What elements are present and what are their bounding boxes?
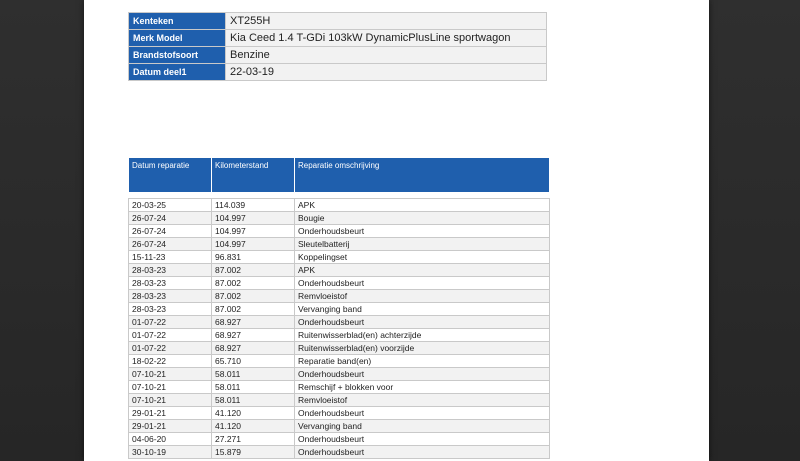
- repair-date-cell: 04-06-20: [129, 433, 212, 446]
- repair-history-table: [128, 157, 550, 459]
- repair-mileage-cell: 104.997: [212, 212, 295, 225]
- vehicle-info-label: Brandstofsoort: [129, 47, 226, 64]
- table-row: [129, 199, 550, 212]
- repair-description-cell: Remschijf + blokken voor: [295, 381, 550, 394]
- vehicle-info-label: Kenteken: [129, 13, 226, 30]
- table-row: [129, 433, 550, 446]
- vehicle-info-value: Benzine: [226, 47, 547, 64]
- repair-description-cell: Remvloeistof: [295, 290, 550, 303]
- repair-mileage-cell: 27.271: [212, 433, 295, 446]
- repair-date-cell: 01-07-22: [129, 316, 212, 329]
- repair-date-cell: 28-03-23: [129, 277, 212, 290]
- vehicle-info-body: [129, 13, 547, 81]
- header-date: Datum reparatie: [129, 158, 212, 193]
- repair-date-cell: 26-07-24: [129, 238, 212, 251]
- repair-date-cell: 18-02-22: [129, 355, 212, 368]
- table-row: [129, 225, 550, 238]
- repair-description-cell: Onderhoudsbeurt: [295, 277, 550, 290]
- repair-date-cell: 20-03-25: [129, 199, 212, 212]
- repair-date-cell: 30-10-19: [129, 446, 212, 459]
- repair-description-cell: Vervanging band: [295, 420, 550, 433]
- repair-description-cell: Koppelingset: [295, 251, 550, 264]
- repair-description-cell: APK: [295, 264, 550, 277]
- table-row: [129, 342, 550, 355]
- repair-date-cell: 15-11-23: [129, 251, 212, 264]
- repair-date-cell: 07-10-21: [129, 368, 212, 381]
- repair-date-cell: 26-07-24: [129, 225, 212, 238]
- repair-mileage-cell: 87.002: [212, 303, 295, 316]
- vehicle-info-value: Kia Ceed 1.4 T-GDi 103kW DynamicPlusLine sportwagon: [226, 30, 547, 47]
- repair-description-cell: Ruitenwisserblad(en) achterzijde: [295, 329, 550, 342]
- table-row: [129, 446, 550, 459]
- repair-date-cell: 01-07-22: [129, 342, 212, 355]
- repair-mileage-cell: 114.039: [212, 199, 295, 212]
- vehicle-info-label: Datum deel1: [129, 64, 226, 81]
- document-page: [84, 0, 709, 461]
- repair-mileage-cell: 96.831: [212, 251, 295, 264]
- vehicle-info-row: [129, 30, 547, 47]
- repair-mileage-cell: 41.120: [212, 420, 295, 433]
- repair-mileage-cell: 87.002: [212, 277, 295, 290]
- repair-mileage-cell: 58.011: [212, 368, 295, 381]
- repair-date-cell: 07-10-21: [129, 394, 212, 407]
- header-description: Reparatie omschrijving: [295, 158, 550, 193]
- repair-date-cell: 28-03-23: [129, 290, 212, 303]
- repair-mileage-cell: 65.710: [212, 355, 295, 368]
- table-row: [129, 212, 550, 225]
- table-row: [129, 407, 550, 420]
- table-row: [129, 355, 550, 368]
- repair-mileage-cell: 15.879: [212, 446, 295, 459]
- repair-mileage-cell: 41.120: [212, 407, 295, 420]
- header-mileage: Kilometerstand: [212, 158, 295, 193]
- repair-description-cell: Reparatie band(en): [295, 355, 550, 368]
- repair-date-cell: 29-01-21: [129, 420, 212, 433]
- repair-date-cell: 28-03-23: [129, 264, 212, 277]
- table-row: [129, 316, 550, 329]
- repair-description-cell: Onderhoudsbeurt: [295, 407, 550, 420]
- vehicle-info-label: Merk Model: [129, 30, 226, 47]
- repair-mileage-cell: 58.011: [212, 394, 295, 407]
- repair-mileage-cell: 68.927: [212, 329, 295, 342]
- table-row: [129, 251, 550, 264]
- repair-description-cell: Remvloeistof: [295, 394, 550, 407]
- repair-date-cell: 28-03-23: [129, 303, 212, 316]
- table-row: [129, 290, 550, 303]
- table-row: [129, 238, 550, 251]
- repair-date-cell: 26-07-24: [129, 212, 212, 225]
- vehicle-info-row: [129, 13, 547, 30]
- table-row: [129, 277, 550, 290]
- vehicle-info-row: [129, 64, 547, 81]
- repair-mileage-cell: 68.927: [212, 316, 295, 329]
- repair-description-cell: Vervanging band: [295, 303, 550, 316]
- table-row: [129, 381, 550, 394]
- table-row: [129, 303, 550, 316]
- repair-mileage-cell: 87.002: [212, 264, 295, 277]
- repair-description-cell: Sleutelbatterij: [295, 238, 550, 251]
- repair-date-cell: 29-01-21: [129, 407, 212, 420]
- repair-description-cell: Onderhoudsbeurt: [295, 446, 550, 459]
- repair-date-cell: 01-07-22: [129, 329, 212, 342]
- repair-description-cell: Ruitenwisserblad(en) voorzijde: [295, 342, 550, 355]
- repair-description-cell: Onderhoudsbeurt: [295, 225, 550, 238]
- vehicle-info-table: [128, 12, 547, 81]
- repair-description-cell: Onderhoudsbeurt: [295, 316, 550, 329]
- table-row: [129, 264, 550, 277]
- repair-mileage-cell: 68.927: [212, 342, 295, 355]
- repair-description-cell: APK: [295, 199, 550, 212]
- repair-mileage-cell: 104.997: [212, 225, 295, 238]
- repair-mileage-cell: 87.002: [212, 290, 295, 303]
- table-row: [129, 394, 550, 407]
- repair-description-cell: Onderhoudsbeurt: [295, 368, 550, 381]
- table-row: [129, 368, 550, 381]
- table-row: [129, 329, 550, 342]
- vehicle-info-value: XT255H: [226, 13, 547, 30]
- table-row: [129, 420, 550, 433]
- repair-description-cell: Onderhoudsbeurt: [295, 433, 550, 446]
- vehicle-info-value: 22-03-19: [226, 64, 547, 81]
- vehicle-info-row: [129, 47, 547, 64]
- repair-mileage-cell: 104.997: [212, 238, 295, 251]
- repair-table-body: [129, 199, 550, 459]
- repair-header-row: [129, 158, 550, 193]
- repair-date-cell: 07-10-21: [129, 381, 212, 394]
- repair-table-header: [129, 158, 550, 199]
- repair-mileage-cell: 58.011: [212, 381, 295, 394]
- repair-description-cell: Bougie: [295, 212, 550, 225]
